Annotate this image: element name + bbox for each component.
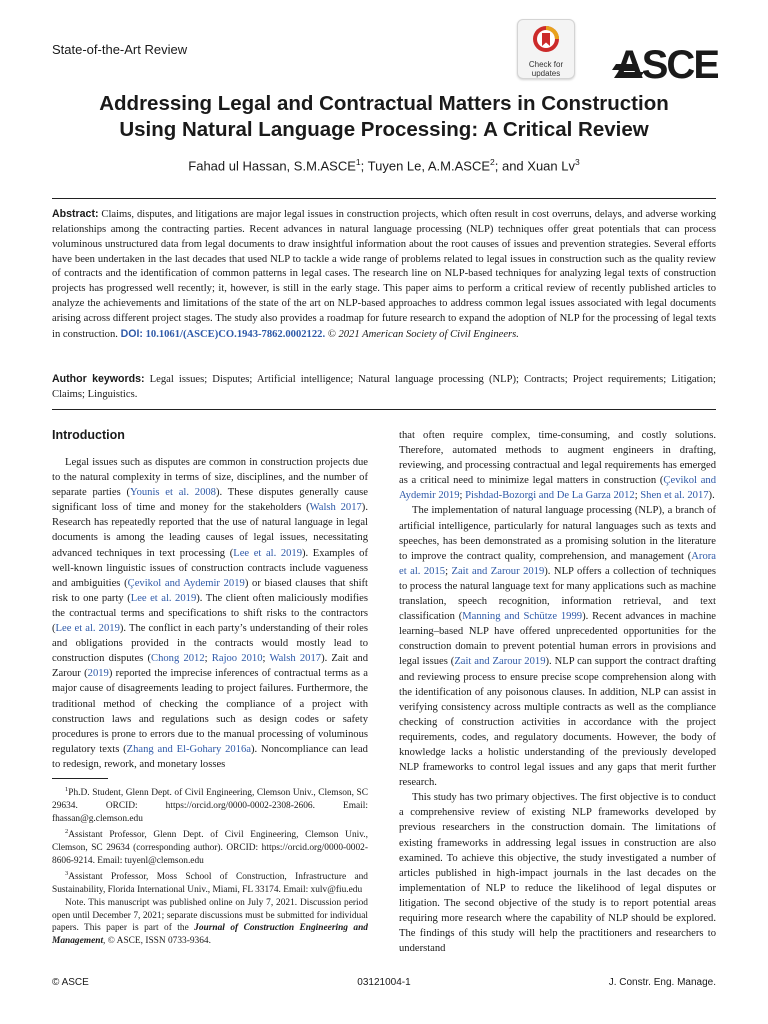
intro-paragraph-1 [52, 455, 368, 772]
body-text: that often require complex, time-consuming, and costly solutions. Therefore, automated methods to augment engineers in drafting, reviewing, and processing contractual and legal requirements has emerged as a critical need to minimize legal matters in construction ( [399, 430, 716, 487]
author-list [40, 157, 728, 173]
citation-link[interactable]: Lee et al. 2019 [130, 592, 197, 604]
abstract-text: Claims, disputes, and litigations are major legal issues in construction projects, which often result in cost overruns, delays, and adverse working relationships among the contracting parties. Recent advances in natural language processing (NLP) techniques offer great potentials that can process voluminous unstructured data from legal documents to draw insightful information about the root causes of issues and prevention strategies. Several efforts have been undertaken in the last decades that used NLP to tackle a wide range of problems related to legal issues in construction such as the quality review of contracts and the identification of common patterns in legal cases. The research line on NLP-based techniques for analyzing legal texts of construction projects has progressed well recently; it, however, is still in the early stage. This paper aims to perform a critical review of recently published articles to analyze the achievements and limitations of the state of the art on NLP-based approaches to address common legal issues associated with legal documents arising across different project stages. The study also provides a roadmap for future research to expand the adoption of NLP for the processing of legal texts in construction. [52, 209, 716, 340]
body-text: ) or biased clauses that shift risk to one party ( [52, 577, 368, 604]
citation-link[interactable]: Zhang and El-Gohary 2016a [126, 743, 251, 755]
footnote-2-text: Assistant Professor, Glenn Dept. of Civil Engineering, Clemson Univ., Clemson, SC 29634 (corresponding author). ORCID: https://orcid.org/0000-0002-8606-9214. Email: tuyenl@clemson.edu [52, 829, 368, 866]
asce-logo [612, 40, 718, 86]
footnote-1-marker: 1 [65, 786, 69, 793]
footer-article-number: 03121004-1 [357, 977, 411, 988]
introduction-heading: Introduction [52, 428, 125, 442]
body-text: ). Recent advances in machine learning–based NLP have offered unprecedented opportunities for the construction domain to prevent potential human errors in provisions and legal issues ( [399, 611, 716, 668]
author-separator-1: ; [360, 158, 368, 174]
citation-link[interactable]: Shen et al. 2017 [640, 490, 709, 502]
footnote-3-text: Assistant Professor, Moss School of Construction, Infrastructure and Sustainability, Florida International Univ., Miami, FL 33174. Email: xulv@fiu.edu [52, 871, 368, 895]
body-text: ) reported the imprecise inferences of contractual terms as a major cause of disagreements leading to project failures. Furthermore, the traditional method of checking the compliance of a project with construction laws and regulations such as design codes or safety procedures is prone to errors due to the manual processing of voluminous regulatory texts ( [52, 668, 368, 755]
citation-link[interactable]: Zait and Zarour 2019 [454, 656, 546, 668]
body-text: ). NLP can support the contract drafting and reviewing process to ensure precise scope comprehension along with the identification of any poisonous clauses. In addition, NLP can assist in verifying consistency across multiple contracts as well as the compliance checking of construction activities in accordance with the project requirements, codes, and regulatory documents. However, the body of knowledge lacks a holistic understanding of the previously developed NLP frameworks to control legal issues and any gaps that merit further research. [399, 656, 716, 789]
footnote-1-text: Ph.D. Student, Glenn Dept. of Civil Engineering, Clemson Univ., Clemson, SC 29634. ORCID: https://orcid.org/0000-0002-2308-2606. Email: fhassan@g.clemson.edu [52, 788, 368, 824]
body-text: ; [634, 490, 641, 502]
badge-text-line1: Check for [528, 60, 564, 69]
note-pre: Note. This manuscript was published online on July 7, 2021. Discussion period open until December 7, 2021; separate discussions must be submitted for individual papers. This paper is part of the [52, 897, 368, 934]
body-text: ; [204, 653, 212, 665]
abstract [52, 207, 716, 343]
author-3-affil: 3 [574, 157, 580, 167]
journal-name: Journal of Construction Engineering and Management [52, 923, 368, 947]
badge-text-line2: updates [531, 69, 561, 78]
abstract-label: Abstract: [52, 208, 99, 220]
citation-link[interactable]: Çevikol and Aydemir 2019 [127, 577, 245, 589]
footnote-2 [52, 826, 368, 868]
intro-paragraph-3 [399, 790, 716, 956]
note-post: , © ASCE, ISSN 0733-9364. [103, 936, 211, 947]
body-text: ). Noncompliance can lead to redesign, rework, and monetary losses [52, 743, 368, 770]
body-text: ). The client often maliciously modifies the contractual terms and specifications to shift risks to the contractors ( [52, 592, 369, 635]
citation-link[interactable]: Manning and Schütze 1999 [462, 611, 583, 623]
body-text: The implementation of natural language processing (NLP), a branch of artificial intelligence, particularly for natural languages such as texts and speeches, has been demonstrated as a promising solution in the literature to improve the contract quality, comprehension, and management ( [399, 505, 716, 562]
body-text: ). Examples of well-known linguistic issues of construction contracts include vagueness and ambiguities ( [52, 547, 368, 589]
body-text: ; [445, 565, 452, 577]
citation-link[interactable]: Chong 2012 [151, 653, 205, 665]
footnote-3-marker: 3 [65, 869, 69, 877]
author-2: Tuyen Le, A.M.ASCE [367, 158, 491, 174]
author-2-affil: 2 [490, 157, 495, 167]
citation-link[interactable]: Walsh 2017 [269, 653, 322, 665]
footer-journal: J. Constr. Eng. Manage. [608, 977, 716, 988]
paper-title [40, 91, 728, 143]
title-line-2: Using Natural Language Processing: A Critical Review [119, 118, 649, 141]
citation-link[interactable]: Arora et al. 2015 [399, 550, 716, 577]
keywords-label: Author keywords: [52, 373, 145, 385]
body-text: ; [459, 490, 466, 502]
body-text: ). The conflict in each party’s understanding of their roles and obligations provided in the contracts would mostly lead to construction disputes ( [52, 623, 368, 665]
body-text: Legal issues such as disputes are common in construction projects due to the natural complexity in terms of size, disciplines, and the number of separate parties ( [52, 457, 368, 499]
footnotes [52, 784, 368, 948]
intro-paragraph-2 [399, 503, 716, 790]
citation-link[interactable]: Rajoo 2010 [211, 653, 263, 665]
keywords-text: Legal issues; Disputes; Artificial intelligence; Natural language processing (NLP); Contracts; Project requirements; Litigation; Claims; Linguistics. [52, 374, 716, 400]
citation-link[interactable]: 2019 [87, 668, 109, 680]
author-3: Xuan Lv [527, 158, 575, 174]
doi-link[interactable]: 10.1061/(ASCE)CO.1943-7862.0002122. [145, 328, 326, 340]
author-1-affil: 1 [355, 157, 361, 167]
intro-paragraph-1-continued [399, 428, 716, 503]
footnote-rule [52, 778, 108, 779]
abstract-top-rule [52, 198, 716, 199]
right-column [399, 428, 716, 956]
body-text: ). NLP offers a collection of techniques to process the natural language text for many applications such as machine translation, speech recognition, information retrieval, and text classification ( [399, 565, 717, 623]
citation-link[interactable]: Lee et al. 2019 [233, 547, 303, 559]
logo-text: ASCE [614, 43, 718, 86]
author-separator-2: ; and [494, 158, 528, 174]
citation-link[interactable]: Zait and Zarour 2019 [451, 565, 545, 577]
citation-link[interactable]: Walsh 2017 [309, 502, 362, 514]
title-line-1: Addressing Legal and Contractual Matters in Construction [99, 92, 669, 115]
citation-link[interactable]: Çevikol and Aydemir 2019 [399, 475, 716, 502]
author-1: Fahad ul Hassan, S.M.ASCE [188, 158, 356, 174]
copyright-text: © 2021 American Society of Civil Engineers. [327, 328, 519, 340]
keywords-bottom-rule [52, 409, 716, 410]
publication-note [52, 897, 368, 949]
section-label: State-of-the-Art Review [52, 42, 188, 57]
check-for-updates-badge[interactable] [517, 19, 575, 79]
author-keywords [52, 372, 716, 402]
footnote-3 [52, 868, 368, 897]
bookmark-icon [531, 24, 561, 54]
body-text: ). Research has repeatedly reported that the use of natural language in legal documents is among the leading causes of legal issues, necessitating advanced techniques in text processing ( [52, 502, 368, 559]
doi-label: DOI: [120, 327, 143, 340]
body-text: ). These disputes generally cause significant loss of time and money for the stakeholders ( [52, 487, 368, 514]
body-text: This study has two primary objectives. The first objective is to conduct a comprehensive review of existing NLP frameworks developed by previous researchers in the construction domain. The limitations of existing frameworks in addressing legal issues in construction are also examined. To achieve this objective, the study investigated a number of articles published in high-impact journals in the last decades on the implementation of NLP to reduce the likelihood of legal disputes or litigation. The second objective of the study is to report potential areas requiring more research where the capability of NLP should be explored. The findings of this study will help the practitioners and researchers to understand [399, 792, 716, 955]
footnote-2-marker: 2 [65, 827, 69, 835]
footnote-1 [52, 784, 368, 826]
citation-link[interactable]: Lee et al. 2019 [55, 623, 120, 635]
body-text: ; [262, 653, 270, 665]
citation-link[interactable]: Pishdad-Bozorgi and De La Garza 2012 [465, 490, 635, 502]
body-text: ). [708, 490, 715, 502]
citation-link[interactable]: Younis et al. 2008 [130, 487, 216, 499]
footer-copyright: © ASCE [52, 977, 89, 988]
body-text: ). Zait and Zarour ( [52, 653, 368, 680]
